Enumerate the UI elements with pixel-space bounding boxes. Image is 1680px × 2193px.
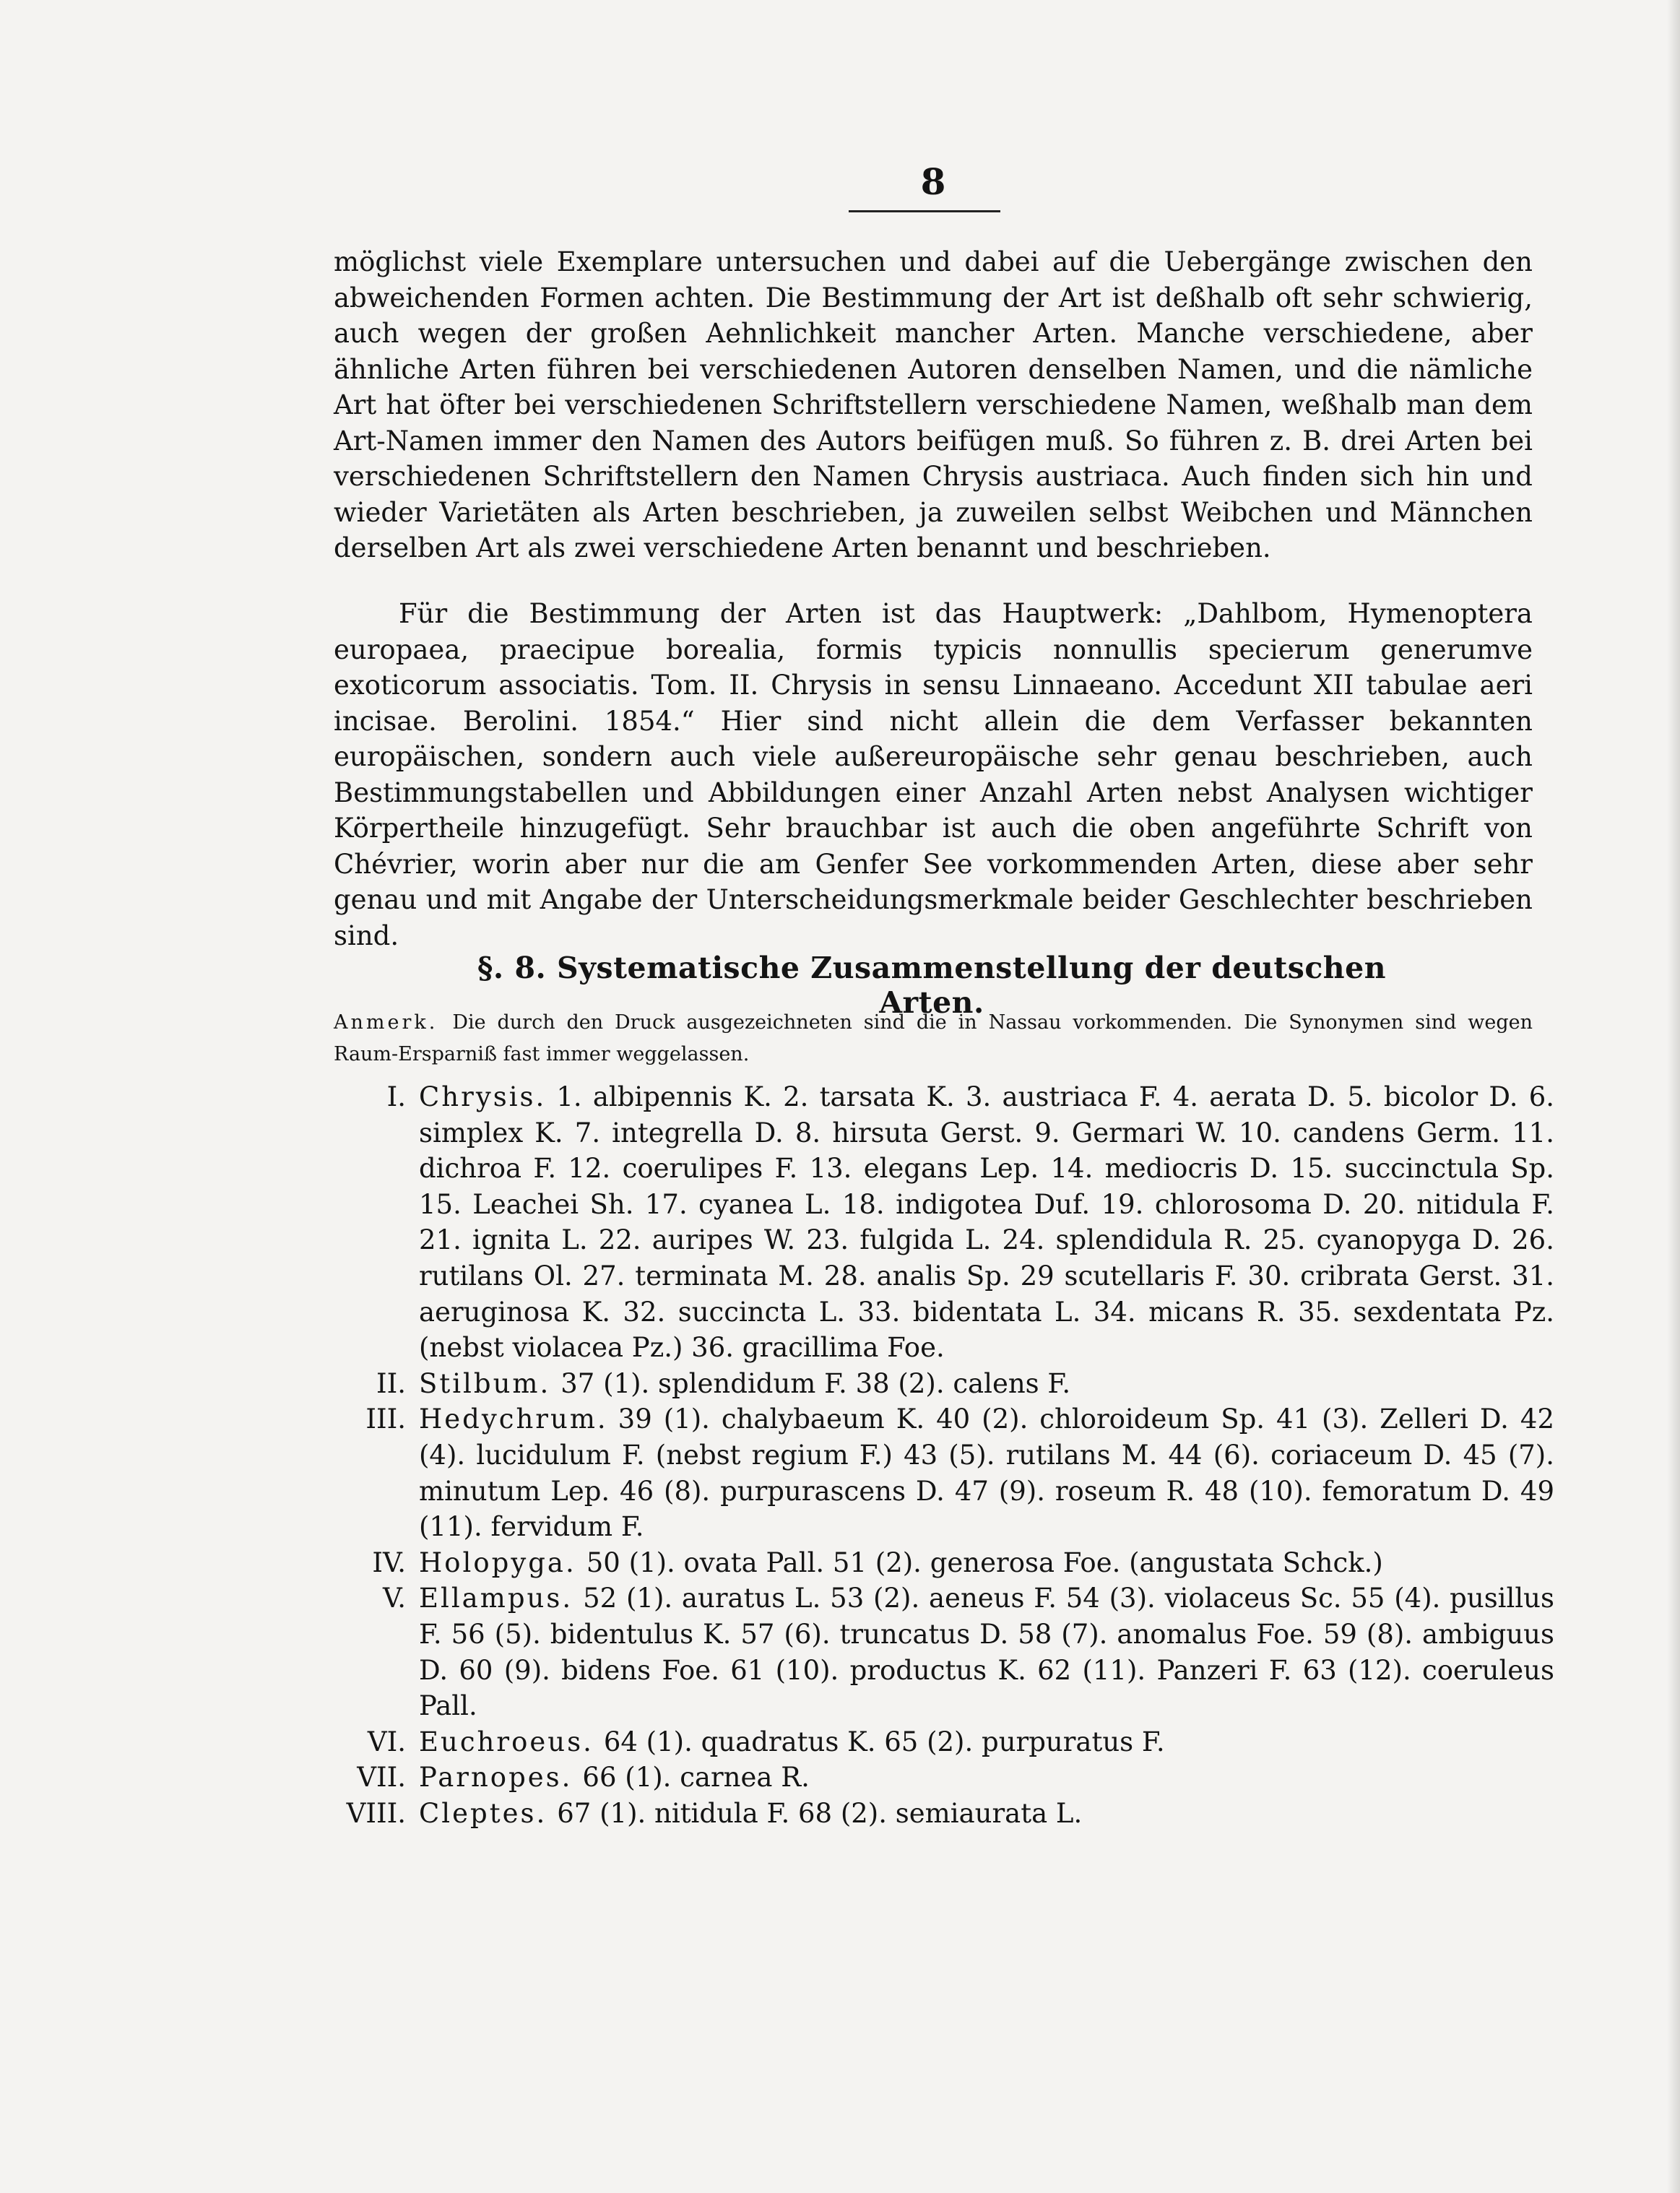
genus-numeral: I. bbox=[386, 1081, 406, 1112]
genus-numeral: VII. bbox=[357, 1762, 406, 1794]
genus-name: Holopyga. bbox=[419, 1547, 576, 1578]
species-list: 1. albipennis K. 2. tarsata K. 3. austriaca F. 4. aerata D. 5. bicolor D. 6. simplex K. 7. integrella D. 8. hirsuta Gerst. 9. Germari W. 10. candens Germ. 11. dichroa F. 12. coerulipes F. 13. elegans Lep. 14. mediocris D. 15. succinctula Sp. 15. Leachei Sh. 17. cyanea L. 18. indigotea Duf. 19. chlorosoma D. 20. nitidula F. 21. ignita L. 22. auripes W. 23. fulgida L. 24. splendidula R. 25. cyanopyga D. 26. rutilans Ol. 27. terminata M. 28. analis Sp. 29 scutellaris F. 30. cribrata Gerst. 31. aeruginosa K. 32. succincta L. 33. bidentata L. 34. micans R. 35. sexdentata Pz. (nebst violacea Pz.) 36. gracillima Foe. bbox=[419, 1081, 1554, 1364]
genus-numeral: II. bbox=[376, 1367, 406, 1399]
page-edge-shadow bbox=[1667, 0, 1680, 2193]
page-number: 8 bbox=[920, 160, 946, 203]
species-list: 50 (1). ovata Pall. 51 (2). generosa Foe. (angustata Schck.) bbox=[586, 1547, 1383, 1578]
section-heading: §. 8. Systematische Zusammenstellung der deutschen Arten. bbox=[477, 951, 1387, 1020]
genus-numeral: V. bbox=[382, 1583, 406, 1614]
genus-name: Cleptes. bbox=[419, 1797, 547, 1829]
genus-name: Chrysis. bbox=[419, 1081, 547, 1112]
genus-entry-chrysis bbox=[334, 1079, 1554, 1366]
species-list: 64 (1). quadratus K. 65 (2). purpuratus F. bbox=[603, 1726, 1165, 1757]
species-list: 67 (1). nitidula F. 68 (2). semiaurata L. bbox=[557, 1797, 1083, 1829]
species-list: 52 (1). auratus L. 53 (2). aeneus F. 54 (3). violaceus Sc. 55 (4). pusillus F. 56 (5). bidentulus K. 57 (6). truncatus D. 58 (7). anomalus Foe. 59 (8). ambiguus D. 60 (9). bidens Foe. 61 (10). productus K. 62 (11). Panzeri F. 63 (12). coeruleus Pall. bbox=[419, 1583, 1554, 1722]
body-paragraph-2: Für die Bestimmung der Arten ist das Hauptwerk: „Dahlbom, Hymenoptera europaea, praecipue borealia, formis typicis nonnullis specierum generumve exoticorum associatis. Tom. II. Chrysis in sensu Linnaeano. Accedunt XII tabulae aeri incisae. Berolini. 1854.“ Hier sind nicht allein die dem Verfasser bekannten europäischen, sondern auch viele außereuropäische sehr genau beschrieben, auch Bestimmungstabellen und Abbildungen einer Anzahl Arten nebst Analysen wichtiger Körpertheile hinzugefügt. Sehr brauchbar ist auch die oben angeführte Schrift von Chévrier, worin aber nur die am Genfer See vorkommenden Arten, diese aber sehr genau und mit Angabe der Unterscheidungsmerkmale beider Geschlechter beschrieben sind. bbox=[334, 598, 1533, 951]
body-paragraph-1: möglichst viele Exemplare untersuchen und dabei auf die Uebergänge zwischen den abweichenden Formen achten. Die Bestimmung der Art ist deßhalb oft sehr schwierig, auch wegen der großen Aehnlichkeit mancher Arten. Manche verschiedene, aber ähnliche Arten führen bei verschiedenen Autoren denselben Namen, und die nämliche Art hat öfter bei verschiedenen Schriftstellern verschiedene Namen, weßhalb man dem Art-Namen immer den Namen des Autors beifügen muß. So führen z. B. drei Arten bei verschiedenen Schriftstellern den Namen Chrysis austriaca. Auch finden sich hin und wieder Varietäten als Arten beschrieben, ja zuweilen selbst Weibchen und Männchen derselben Art als zwei verschiedene Arten benannt und beschrieben. bbox=[334, 246, 1533, 563]
genus-entry-cleptes bbox=[334, 1796, 1554, 1832]
genus-list bbox=[334, 1079, 1554, 1831]
genus-name: Euchroeus. bbox=[419, 1726, 594, 1757]
note-text: Die durch den Druck ausgezeichneten sind die in Nassau vorkommenden. Die Synonymen sind wegen Raum-Ersparniß fast immer weggelassen. bbox=[334, 1011, 1533, 1065]
genus-entry-stilbum bbox=[334, 1366, 1554, 1402]
genus-name: Parnopes. bbox=[419, 1762, 573, 1794]
genus-entry-parnopes bbox=[334, 1760, 1554, 1796]
genus-numeral: III. bbox=[365, 1403, 406, 1435]
page-number-rule bbox=[849, 210, 1000, 212]
note-label: Anmerk. bbox=[334, 1011, 438, 1034]
genus-entry-holopyga bbox=[334, 1545, 1554, 1581]
genus-name: Hedychrum. bbox=[419, 1403, 608, 1435]
genus-name: Ellampus. bbox=[419, 1583, 573, 1614]
genus-numeral: VIII. bbox=[346, 1797, 406, 1829]
species-list: 37 (1). splendidum F. 38 (2). calens F. bbox=[560, 1367, 1071, 1399]
species-list: 39 (1). chalybaeum K. 40 (2). chloroideum Sp. 41 (3). Zelleri D. 42 (4). lucidulum F. (nebst regium F.) 43 (5). rutilans M. 44 (6). coriaceum D. 45 (7). minutum Lep. 46 (8). purpurascens D. 47 (9). roseum R. 48 (10). femoratum D. 49 (11). fervidum F. bbox=[419, 1403, 1554, 1543]
genus-entry-euchroeus bbox=[334, 1724, 1554, 1760]
genus-numeral: IV. bbox=[372, 1547, 406, 1578]
genus-entry-hedychrum bbox=[334, 1401, 1554, 1544]
genus-entry-ellampus bbox=[334, 1580, 1554, 1723]
genus-numeral: VI. bbox=[367, 1726, 406, 1757]
genus-name: Stilbum. bbox=[419, 1367, 551, 1399]
species-list: 66 (1). carnea R. bbox=[582, 1762, 810, 1794]
section-note bbox=[334, 1007, 1533, 1070]
